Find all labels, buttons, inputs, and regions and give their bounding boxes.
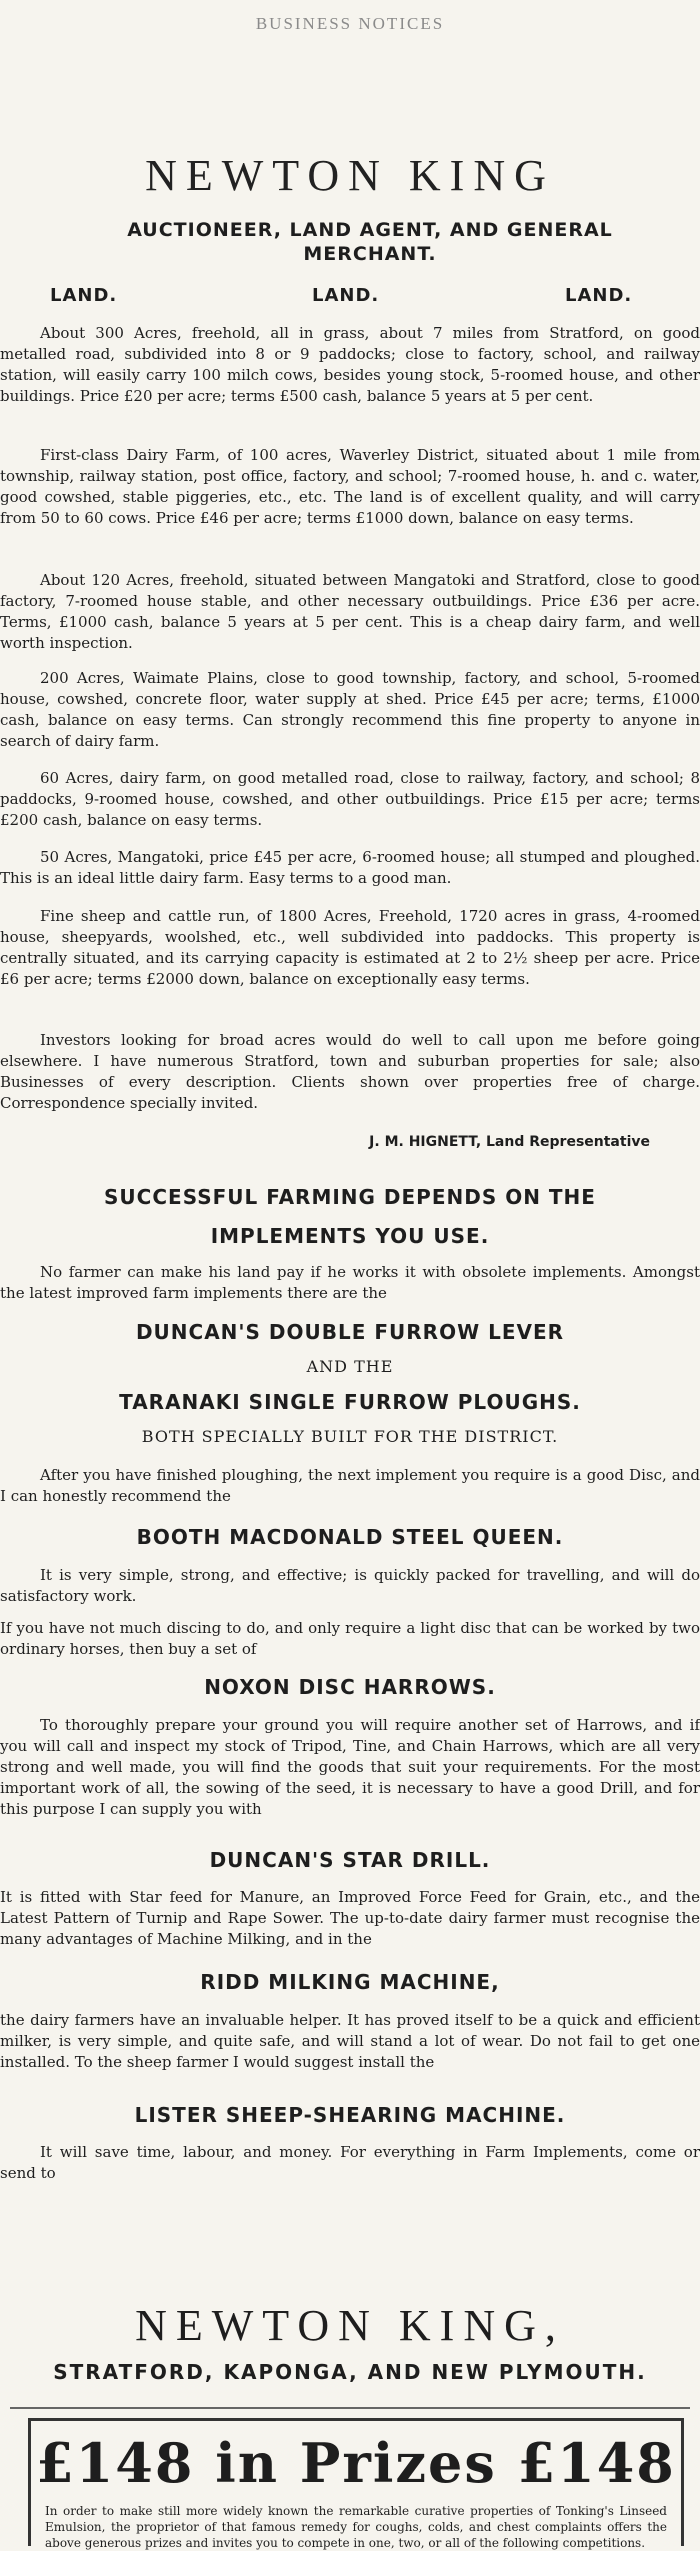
and-the-heading: AND THE [306,1357,394,1376]
taranaki-heading: TARANAKI SINGLE FURROW PLOUGHS. [119,1390,581,1414]
listing-7: Fine sheep and cattle run, of 1800 Acres, Freehold, 1720 acres in grass, 4-roomed house, sheepyards, woolshed, etc., well subdivided into paddocks. This property is centrally situated, and its carrying capacity is estimated at 2 to 2½ sheep per acre. Price £6 per acre; terms £2000 down, balance on exceptionally easy terms. [0,907,700,988]
advertiser-name: NEWTON KING [145,151,555,200]
listing-5: 60 Acres, dairy farm, on good metalled road, close to railway, factory, and school; 8 paddocks, 9-roomed house, cowshed, and other outbuildings. Price £15 per acre; terms £200 cash, balance on easy terms. [0,769,700,829]
prize-title: £148 in Prizes £148 [36,2431,676,2495]
listing-1: About 300 Acres, freehold, all in grass, about 7 miles from Stratford, on good metalled road, subdivided into 8 or 9 paddocks; close to factory, school, and railway station, will easily carry 100 milch cows, besides young stock, 5-roomed house, and other buildings. Price £20 per acre; terms £500 cash, balance 5 years at 5 per cent. [0,324,700,405]
advertiser-description: AUCTIONEER, LAND AGENT, AND GENERAL MERCHANT. [127,219,613,265]
lister-text: It will save time, labour, and money. For everything in Farm Implements, come or send to [0,2143,700,2182]
footer-locations: STRATFORD, KAPONGA, AND NEW PLYMOUTH. [53,2360,647,2384]
implements-heading-1: SUCCESSFUL FARMING DEPENDS ON THE [104,1185,596,1209]
duncan-lever-heading: DUNCAN'S DOUBLE FURROW LEVER [135,1320,565,1344]
ridd-heading: RIDD MILKING MACHINE, [200,1970,500,1994]
listing-3: About 120 Acres, freehold, situated between Mangatoki and Stratford, close to good factory, 7-roomed house stable, and other necessary outbuildings. Price £36 per acre. Terms, £1000 cash, balance 5 years at 5 per cent. This is a cheap dairy farm, and well worth inspection. [0,571,700,652]
prize-advertisement [28,2418,684,2550]
noxon-text: To thoroughly prepare your ground you will require another set of Harrows, and if you will call and inspect my stock of Tripod, Tine, and Chain Harrows, which are all very strong and well made, you will find the goods that suit your requirements. For the most important work of all, the sowing of the seed, it is necessary to have a good Drill, and for this purpose I can supply you with [0,1716,700,1818]
listing-6: 50 Acres, Mangatoki, price £45 per acre, 6-roomed house; all stumped and ploughed. This is an ideal little dairy farm. Easy terms to a good man. [0,848,700,887]
prize-text: In order to make still more widely known the remarkable curative properties of Tonking's Linseed Emulsion, the proprietor of that famous remedy for coughs, colds, and chest complaints offers the above generous prizes and invites you to compete in one, two, or all of the following competitions. [45,2504,667,2550]
listing-2: First-class Dairy Farm, of 100 acres, Waverley District, situated about 1 mile from township, railway station, post office, factory, and school; 7-roomed house, h. and c. water, good cowshed, stable piggeries, etc., etc. The land is of excellent quality, and will carry from 50 to 60 cows. Price £46 per acre; terms £1000 down, balance on easy terms. [0,446,700,527]
star-drill-heading: DUNCAN'S STAR DRILL. [209,1848,491,1872]
booth-heading: BOOTH MACDONALD STEEL QUEEN. [136,1525,564,1549]
land-heading-2: LAND. [312,285,380,306]
listing-4: 200 Acres, Waimate Plains, close to good township, factory, and school, 5-roomed house, cowshed, concrete floor, water supply at shed. Price £45 per acre; terms, £1000 cash, balance on easy terms. Can strongly recommend this fine property to anyone in search of dairy farm. [0,669,700,750]
noxon-heading: NOXON DISC HARROWS. [204,1675,496,1699]
land-heading-3: LAND. [565,285,633,306]
lister-heading: LISTER SHEEP-SHEARING MACHINE. [134,2103,566,2127]
discing-text: If you have not much discing to do, and only require a light disc that can be worked by two ordinary horses, then buy a set of [0,1619,700,1658]
star-drill-text: It is fitted with Star feed for Manure, an Improved Force Feed for Grain, etc., and the Latest Pattern of Turnip and Rape Sower. The up-to-date dairy farmer must recognise the many advantages of Machine Milking, and in the [0,1888,700,1948]
investors-notice: Investors looking for broad acres would do well to call upon me before going elsewhere. I have numerous Stratford, town and suburban properties for sale; also Businesses of every description. Clients shown over properties free of charge. Correspondence specially invited. [0,1031,700,1112]
land-heading-1: LAND. [50,285,118,306]
footer-name: NEWTON KING, [135,2301,565,2350]
implements-heading-2: IMPLEMENTS YOU USE. [210,1224,490,1248]
section-header: BUSINESS NOTICES [255,14,445,33]
land-headings [0,285,700,311]
divider-rule [10,2407,690,2409]
ridd-text: the dairy farmers have an invaluable helper. It has proved itself to be a quick and efficient milker, is very simple, and quite safe, and will stand a lot of wear. Do not fail to get one installed. To the sheep farmer I would suggest install the [0,2011,700,2071]
land-representative: J. M. HIGNETT, Land Representative [369,1134,650,1150]
booth-text: It is very simple, strong, and effective; is quickly packed for travelling, and will do satisfactory work. [0,1566,700,1605]
built-heading: BOTH SPECIALLY BUILT FOR THE DISTRICT. [141,1427,559,1446]
implements-intro: No farmer can make his land pay if he works it with obsolete implements. Amongst the latest improved farm implements there are the [0,1263,700,1302]
after-ploughing-text: After you have finished ploughing, the next implement you require is a good Disc, and I can honestly recommend the [0,1466,700,1505]
